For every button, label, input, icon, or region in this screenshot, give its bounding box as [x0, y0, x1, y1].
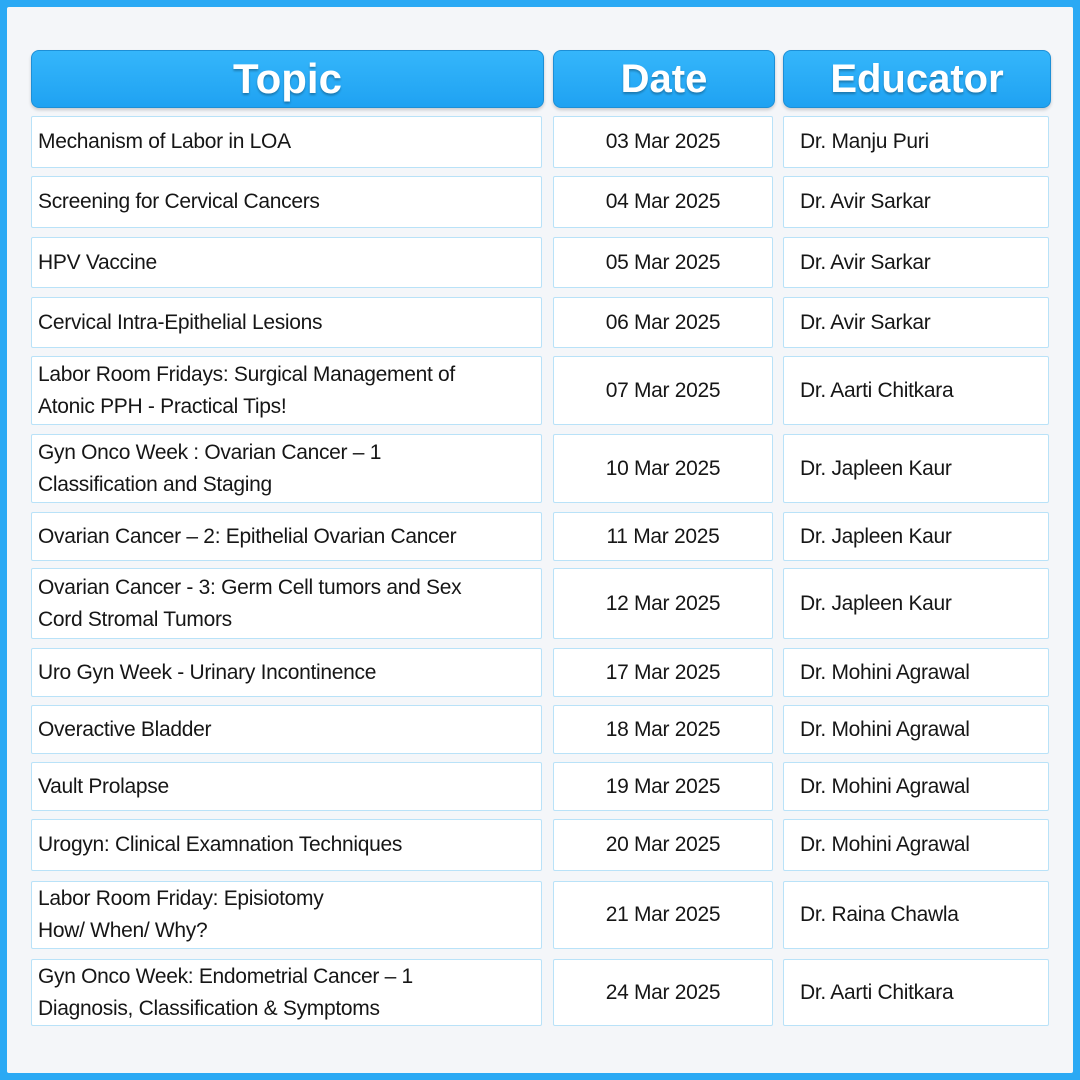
table-row	[0, 819, 1080, 871]
educator-cell: Dr. Mohini Agrawal	[783, 819, 1049, 871]
table-row	[0, 297, 1080, 348]
educator-cell: Dr. Avir Sarkar	[783, 297, 1049, 348]
table-row	[0, 116, 1080, 168]
table-row	[0, 648, 1080, 697]
table-row	[0, 512, 1080, 561]
topic-cell: Cervical Intra-Epithelial Lesions	[31, 297, 542, 348]
educator-cell: Dr. Japleen Kaur	[783, 434, 1049, 503]
topic-cell: Vault Prolapse	[31, 762, 542, 811]
topic-cell: Gyn Onco Week: Endometrial Cancer – 1 Diagnosis, Classification & Symptoms	[31, 959, 542, 1026]
date-cell: 11 Mar 2025	[553, 512, 773, 561]
date-cell: 05 Mar 2025	[553, 237, 773, 288]
date-cell: 24 Mar 2025	[553, 959, 773, 1026]
educator-cell: Dr. Raina Chawla	[783, 881, 1049, 949]
date-cell: 06 Mar 2025	[553, 297, 773, 348]
date-cell: 07 Mar 2025	[553, 356, 773, 425]
header-educator: Educator	[783, 50, 1051, 108]
topic-cell: Uro Gyn Week - Urinary Incontinence	[31, 648, 542, 697]
date-cell: 03 Mar 2025	[553, 116, 773, 168]
topic-cell: Ovarian Cancer - 3: Germ Cell tumors and Sex Cord Stromal Tumors	[31, 568, 542, 639]
date-cell: 17 Mar 2025	[553, 648, 773, 697]
table-row	[0, 237, 1080, 288]
table-row	[0, 881, 1080, 949]
topic-cell: Screening for Cervical Cancers	[31, 176, 542, 228]
topic-cell: Gyn Onco Week : Ovarian Cancer – 1 Classification and Staging	[31, 434, 542, 503]
educator-cell: Dr. Japleen Kaur	[783, 512, 1049, 561]
topic-cell: Urogyn: Clinical Examnation Techniques	[31, 819, 542, 871]
date-cell: 04 Mar 2025	[553, 176, 773, 228]
date-cell: 18 Mar 2025	[553, 705, 773, 754]
topic-cell: Mechanism of Labor in LOA	[31, 116, 542, 168]
table-row	[0, 176, 1080, 228]
educator-cell: Dr. Aarti Chitkara	[783, 959, 1049, 1026]
educator-cell: Dr. Mohini Agrawal	[783, 648, 1049, 697]
date-cell: 12 Mar 2025	[553, 568, 773, 639]
educator-cell: Dr. Manju Puri	[783, 116, 1049, 168]
topic-cell: Labor Room Fridays: Surgical Management of Atonic PPH - Practical Tips!	[31, 356, 542, 425]
date-cell: 10 Mar 2025	[553, 434, 773, 503]
topic-cell: HPV Vaccine	[31, 237, 542, 288]
date-cell: 19 Mar 2025	[553, 762, 773, 811]
educator-cell: Dr. Avir Sarkar	[783, 176, 1049, 228]
educator-cell: Dr. Avir Sarkar	[783, 237, 1049, 288]
table-row	[0, 705, 1080, 754]
date-cell: 21 Mar 2025	[553, 881, 773, 949]
educator-cell: Dr. Aarti Chitkara	[783, 356, 1049, 425]
educator-cell: Dr. Mohini Agrawal	[783, 762, 1049, 811]
header-date: Date	[553, 50, 775, 108]
table-row	[0, 959, 1080, 1026]
table-row	[0, 356, 1080, 425]
header-topic: Topic	[31, 50, 544, 108]
educator-cell: Dr. Japleen Kaur	[783, 568, 1049, 639]
educator-cell: Dr. Mohini Agrawal	[783, 705, 1049, 754]
table-row	[0, 568, 1080, 639]
date-cell: 20 Mar 2025	[553, 819, 773, 871]
table-row	[0, 434, 1080, 503]
topic-cell: Overactive Bladder	[31, 705, 542, 754]
topic-cell: Ovarian Cancer – 2: Epithelial Ovarian Cancer	[31, 512, 542, 561]
topic-cell: Labor Room Friday: Episiotomy How/ When/ Why?	[31, 881, 542, 949]
table-row	[0, 762, 1080, 811]
